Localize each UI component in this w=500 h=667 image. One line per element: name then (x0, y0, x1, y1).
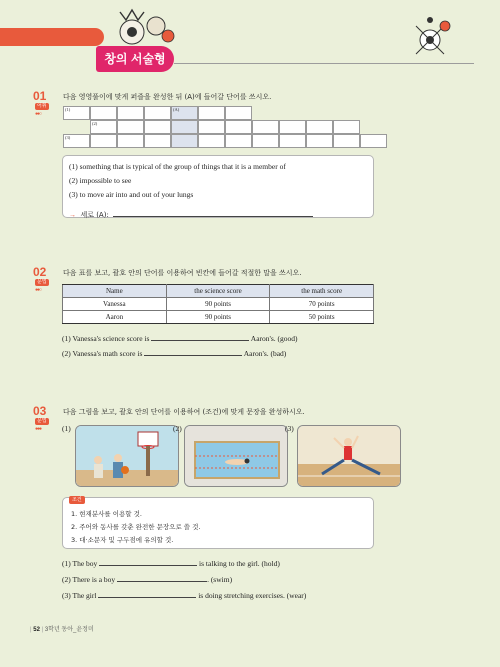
q3-difficulty-badge: 문법 (37, 418, 47, 424)
q2-item-1-pre: (1) Vanessa's science score is (62, 334, 150, 343)
q1-clue-box (62, 155, 374, 218)
table-header-cell: the math score (270, 285, 374, 298)
grid-label-1: (1) (65, 107, 71, 112)
q3-item-1-blank[interactable] (99, 559, 197, 566)
q3-item-3-post: is doing stretching exercises. (wear) (198, 591, 307, 600)
header-illustration-right (400, 14, 460, 61)
q2-difficulty-badge: 문법 (37, 279, 47, 285)
q3-item-2 (62, 575, 232, 584)
crossword-cell[interactable] (333, 134, 360, 148)
crossword-cell[interactable] (333, 120, 360, 134)
crossword-cell[interactable] (144, 120, 171, 134)
table-cell: Vanessa (63, 298, 167, 311)
q1-answer-line (69, 204, 313, 222)
clue-3: (3) to move air into and out of your lungs (69, 190, 194, 199)
q2-item-2-blank[interactable] (144, 349, 242, 356)
q3-item-1 (62, 559, 280, 568)
crossword-cell[interactable] (279, 134, 306, 148)
picture-label-2: (2) (173, 424, 182, 433)
crossword-cell[interactable] (117, 134, 144, 148)
table-cell: 70 points (270, 298, 374, 311)
crossword-cell[interactable] (117, 120, 144, 134)
table-cell: 90 points (166, 311, 270, 324)
crossword-cell[interactable] (225, 120, 252, 134)
q3-item-3-blank[interactable] (98, 591, 196, 598)
crossword-cell-answer[interactable] (171, 134, 198, 148)
q1-number: 01 (33, 89, 47, 103)
conditions-box (62, 497, 374, 549)
crossword-cell[interactable] (279, 120, 306, 134)
crossword-cell[interactable] (144, 134, 171, 148)
table-header-cell: the science score (166, 285, 270, 298)
table-header-row (63, 285, 374, 298)
q1-answer-label: 세로 (A): (80, 211, 109, 219)
clue-2: (2) impossible to see (69, 176, 132, 185)
q2-item-2-post: Aaron's. (bad) (243, 349, 287, 358)
grid-label-a: (A) (173, 107, 180, 112)
crossword-cell[interactable] (144, 106, 171, 120)
header-band (0, 28, 104, 46)
table-header-cell: Name (63, 285, 167, 298)
q2-difficulty-stars: ●●○ (35, 287, 42, 293)
q3-item-2-post: . (swim) (207, 575, 233, 584)
condition-1: 1. 현재분사를 이용할 것. (71, 510, 142, 518)
crossword-cell[interactable] (360, 134, 387, 148)
q2-item-2-pre: (2) Vanessa's math score is (62, 349, 143, 358)
q3-prompt: 다음 그림을 보고, 괄호 안의 단어를 이용하여 (조건)에 맞게 문장을 완성하시오. (63, 408, 305, 416)
condition-2: 2. 주어와 동사를 갖춘 완전한 문장으로 쓸 것. (71, 523, 201, 531)
picture-stretching (297, 425, 401, 487)
q1-difficulty-stars: ●●○ (35, 111, 42, 117)
q3-difficulty-stars: ●●● (35, 426, 42, 432)
crossword-cell[interactable] (90, 134, 117, 148)
picture-swimming (184, 425, 288, 487)
q2-number: 02 (33, 265, 47, 279)
q3-number: 03 (33, 404, 47, 418)
q2-item-1-post: Aaron's. (good) (250, 334, 298, 343)
crossword-cell[interactable] (306, 134, 333, 148)
page-number: 52 (33, 627, 40, 633)
grid-label-3: (3) (65, 135, 71, 140)
table-row (63, 311, 374, 324)
crossword-cell[interactable] (198, 120, 225, 134)
clue-1: (1) something that is typical of the group of things that it is a member of (69, 162, 286, 171)
picture-label-1: (1) (62, 424, 71, 433)
header-illustration-left (110, 6, 180, 49)
q2-item-2 (62, 349, 286, 358)
book-title: 3학년 동아_윤정미 (44, 627, 94, 633)
q1-answer-blank[interactable] (113, 210, 313, 217)
picture-label-3: (3) (285, 424, 294, 433)
q2-item-1-blank[interactable] (151, 334, 249, 341)
q3-item-3 (62, 591, 306, 600)
table-cell: 50 points (270, 311, 374, 324)
crossword-cell[interactable] (198, 134, 225, 148)
arrow-icon: → (69, 212, 76, 219)
table-cell: Aaron (63, 311, 167, 324)
crossword-cell[interactable] (117, 106, 144, 120)
q3-item-2-blank[interactable] (117, 575, 207, 582)
page-footer: | 52 | 3학년 동아_윤정미 (30, 627, 94, 633)
q1-difficulty-badge: 어휘 (37, 103, 47, 109)
crossword-cell[interactable] (90, 106, 117, 120)
crossword-cell[interactable] (225, 134, 252, 148)
crossword-cell[interactable] (252, 134, 279, 148)
q2-item-1 (62, 334, 298, 343)
condition-3: 3. 대·소문자 및 구두점에 유의할 것. (71, 536, 174, 544)
grid-label-2: (2) (92, 121, 98, 126)
crossword-cell[interactable] (225, 106, 252, 120)
crossword-cell[interactable] (306, 120, 333, 134)
q2-prompt: 다음 표를 보고, 괄호 안의 단어를 이용하여 빈칸에 들어갈 적절한 말을 쓰시오. (63, 269, 302, 277)
q3-item-1-post: is talking to the girl. (hold) (199, 559, 280, 568)
crossword-cell[interactable] (252, 120, 279, 134)
section-title-ribbon: 창의 서술형 (96, 46, 174, 72)
table-cell: 90 points (166, 298, 270, 311)
q3-item-1-pre: (1) The boy (62, 559, 98, 568)
q1-prompt: 다음 영영풀이에 맞게 퍼즐을 완성한 뒤 (A)에 들어갈 단어를 쓰시오. (63, 93, 272, 101)
score-table (62, 284, 374, 324)
crossword-cell[interactable] (198, 106, 225, 120)
q3-item-2-pre: (2) There is a boy (62, 575, 116, 584)
header-divider (174, 63, 474, 64)
conditions-tag: 조건 (69, 496, 85, 504)
q3-item-3-pre: (3) The girl (62, 591, 97, 600)
crossword-cell-answer[interactable] (171, 120, 198, 134)
picture-basketball (75, 425, 179, 487)
table-row (63, 298, 374, 311)
